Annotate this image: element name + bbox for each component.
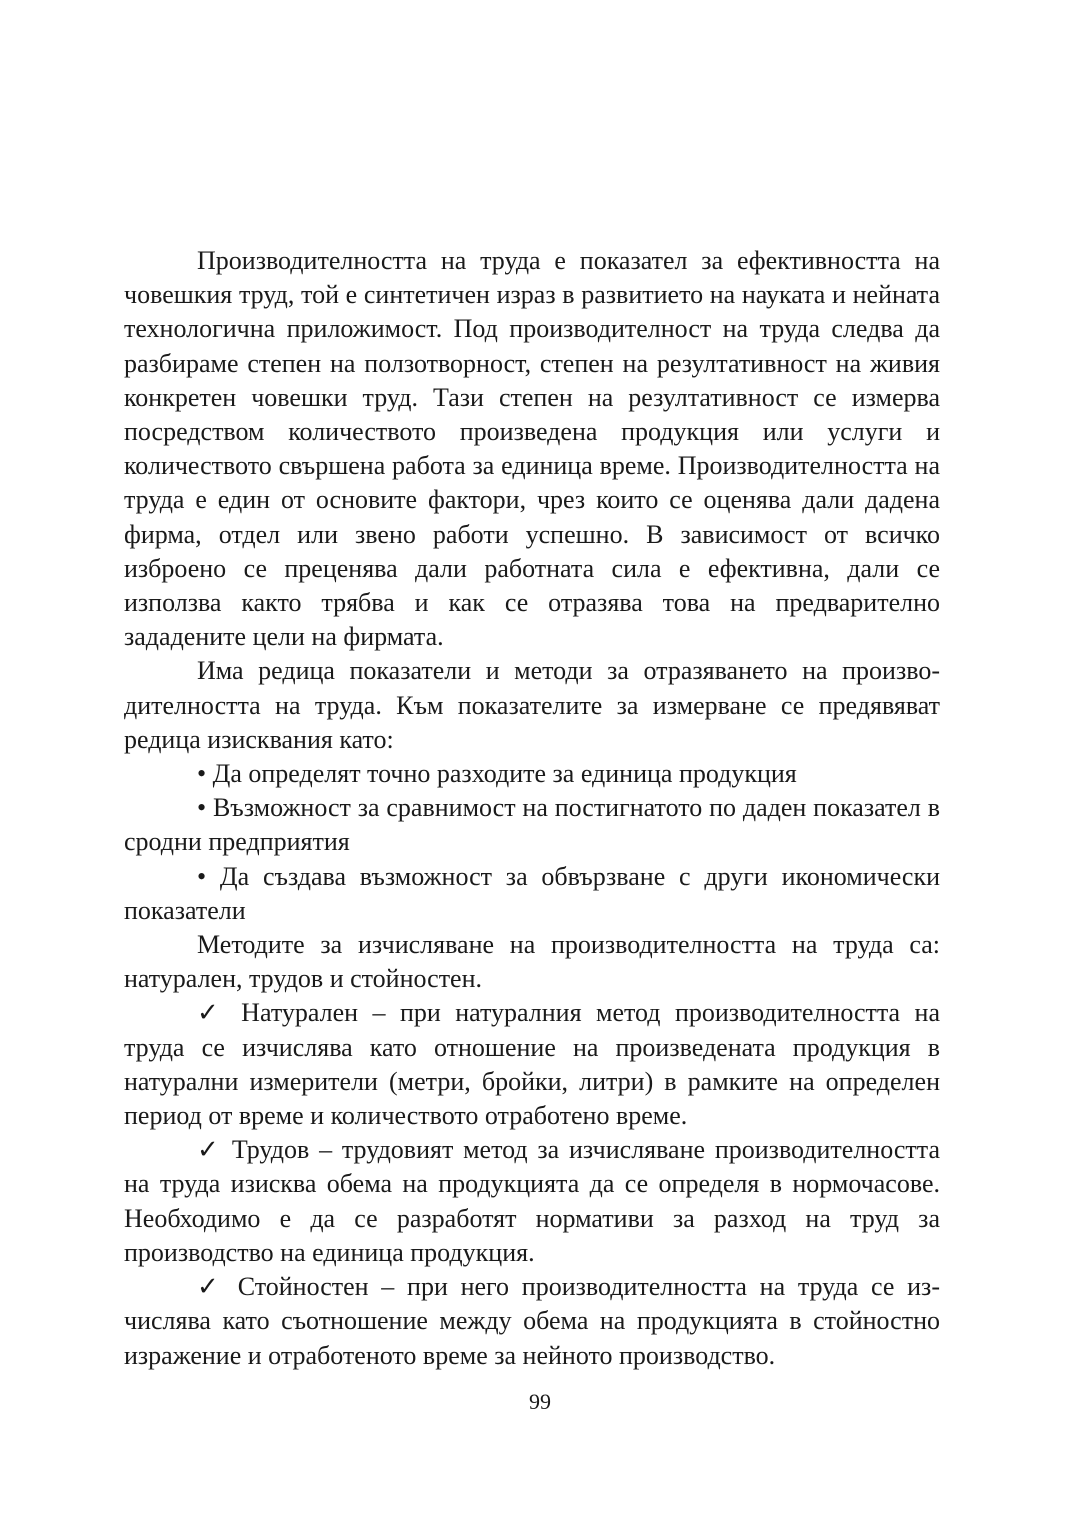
method-item-labor: ✓ Трудов – трудовият метод за изчисляване производителността на труда изисква обема на продукцията да се определя в нормочасове. Необходимо е да се разработят нормативи за разход на труд за производство на единица продукция. <box>124 1135 940 1267</box>
paragraph-methods: Методите за изчисляване на производителността на труда са: натурален, трудов и стойностен. <box>124 930 940 994</box>
method-item-natural: ✓ Натурален – при натуралния метод производителността на труда се изчислява като отношение на произведената продукция в натурални измерители (метри, бройки, литри) в рамките на определен период от време и количеството отработено време. <box>124 998 940 1131</box>
bullet-item: • Да определят точно разходите за единица продукция <box>197 759 797 789</box>
method-item-value: ✓ Стойностен – при него производителността на труда се изчислява като съотношение между обема на продукцията в стойностно изражение и отработеното време за нейното производство. <box>124 1272 940 1370</box>
bullet-item: • Възможност за сравнимост на постигнатото по даден показател в сродни предприятия <box>124 793 940 857</box>
page-number: 99 <box>529 1389 551 1414</box>
bullet-item: • Да създава възможност за обвързване с други икономически показатели <box>124 861 940 925</box>
paragraph-indicators: Има редица показатели и методи за отразяването на производителността на труда. Към показателите за измерване се предявяват редица изисквания като: <box>124 656 940 754</box>
paragraph-definition: Производителността на труда е показател за ефективността на човешкия труд, той е синтетичен израз в развитието на науката и нейната технологична приложимост. Под производителност на труда следва да разбираме степен на ползотворност, степен на резултативност на живия конкретен човешки труд. Тази степен на резултативност се измерва посредством количеството произведена продукция или услуги и количеството свършена работа за единица време. Производителността на труда е един от основите фактори, чрез които се оценява дали дадена фирма, отдел или звено работи успешно. В зависимост от всичко изброено се преценява дали работната сила е ефективна, дали се използва както трябва и как се отразява това на предварително зададените цели на фирмата. <box>124 246 940 652</box>
page-body <box>124 244 940 1373</box>
